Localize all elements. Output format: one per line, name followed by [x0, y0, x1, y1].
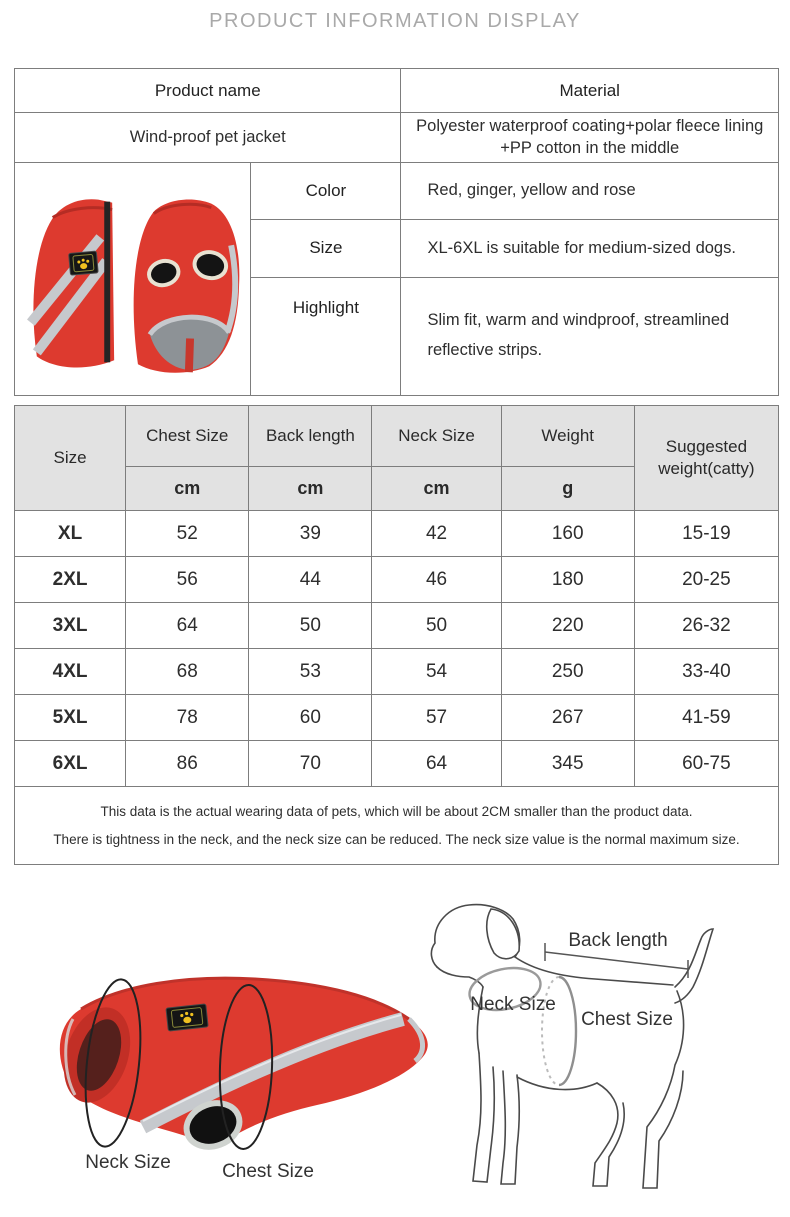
color-label: Color	[251, 162, 401, 219]
size-chart-table	[14, 405, 779, 865]
cell-chest: 86	[126, 741, 249, 787]
cell-suggested: 60-75	[634, 741, 778, 787]
table-row	[15, 741, 779, 787]
cell-weight: 250	[501, 649, 634, 695]
jacket-front-back-photo	[15, 175, 249, 383]
col-header-back: Back length	[249, 406, 372, 467]
cell-weight: 160	[501, 511, 634, 557]
product-name-value: Wind-proof pet jacket	[15, 113, 401, 163]
dog-neck-size-label: Neck Size	[470, 994, 556, 1015]
product-photo-cell	[15, 162, 251, 395]
table-row	[15, 603, 779, 649]
table-row	[15, 695, 779, 741]
cell-neck: 46	[372, 557, 501, 603]
cell-size: 4XL	[15, 649, 126, 695]
product-name-header: Product name	[15, 69, 401, 113]
brand-tag-icon	[69, 251, 99, 275]
cell-suggested: 41-59	[634, 695, 778, 741]
size-value: XL-6XL is suitable for medium-sized dogs.	[401, 219, 779, 277]
cell-size: 6XL	[15, 741, 126, 787]
size-label: Size	[251, 219, 401, 277]
note-line-2: There is tightness in the neck, and the neck size can be reduced. The neck size value is the normal maximum size.	[53, 831, 740, 847]
highlight-label: Highlight	[251, 277, 401, 395]
cell-size: 5XL	[15, 695, 126, 741]
color-value: Red, ginger, yellow and rose	[401, 162, 779, 219]
unit-neck: cm	[372, 467, 501, 511]
cell-back: 70	[249, 741, 372, 787]
cell-size: 3XL	[15, 603, 126, 649]
col-header-neck: Neck Size	[372, 406, 501, 467]
cell-weight: 345	[501, 741, 634, 787]
cell-neck: 57	[372, 695, 501, 741]
unit-weight: g	[501, 467, 634, 511]
cell-neck: 42	[372, 511, 501, 557]
cell-chest: 56	[126, 557, 249, 603]
cell-back: 60	[249, 695, 372, 741]
cell-suggested: 26-32	[634, 603, 778, 649]
material-value: Polyester waterproof coating+polar fleece lining +PP cotton in the middle	[401, 113, 779, 163]
cell-chest: 78	[126, 695, 249, 741]
cell-back: 39	[249, 511, 372, 557]
cell-weight: 220	[501, 603, 634, 649]
cell-chest: 52	[126, 511, 249, 557]
unit-chest: cm	[126, 467, 249, 511]
cell-neck: 54	[372, 649, 501, 695]
cell-size: XL	[15, 511, 126, 557]
unit-back: cm	[249, 467, 372, 511]
col-header-chest: Chest Size	[126, 406, 249, 467]
page-title: PRODUCT INFORMATION DISPLAY	[209, 10, 581, 32]
dog-back-length-label: Back length	[568, 930, 668, 951]
table-row	[15, 557, 779, 603]
size-chart-notes	[15, 787, 779, 865]
table-row	[15, 511, 779, 557]
highlight-value: Slim fit, warm and windproof, streamlined reflective strips.	[401, 277, 779, 395]
table-row	[15, 649, 779, 695]
cell-back: 50	[249, 603, 372, 649]
cell-size: 2XL	[15, 557, 126, 603]
jacket-chest-size-label: Chest Size	[222, 1161, 314, 1182]
cell-suggested: 15-19	[634, 511, 778, 557]
cell-neck: 64	[372, 741, 501, 787]
cell-neck: 50	[372, 603, 501, 649]
cell-chest: 64	[126, 603, 249, 649]
cell-weight: 180	[501, 557, 634, 603]
cell-back: 44	[249, 557, 372, 603]
cell-suggested: 20-25	[634, 557, 778, 603]
col-header-suggested: Suggested weight(catty)	[634, 406, 778, 511]
product-info-table	[14, 68, 779, 396]
note-line-1: This data is the actual wearing data of pets, which will be about 2CM smaller than the product data.	[100, 803, 693, 819]
brand-tag-icon	[166, 1004, 208, 1031]
jacket-neck-size-label: Neck Size	[85, 1152, 171, 1173]
col-header-weight: Weight	[501, 406, 634, 467]
cell-chest: 68	[126, 649, 249, 695]
cell-weight: 267	[501, 695, 634, 741]
dog-chest-size-label: Chest Size	[581, 1009, 673, 1030]
cell-back: 53	[249, 649, 372, 695]
jacket-side-photo	[25, 945, 445, 1185]
material-header: Material	[401, 69, 779, 113]
col-header-size: Size	[15, 406, 126, 511]
cell-suggested: 33-40	[634, 649, 778, 695]
